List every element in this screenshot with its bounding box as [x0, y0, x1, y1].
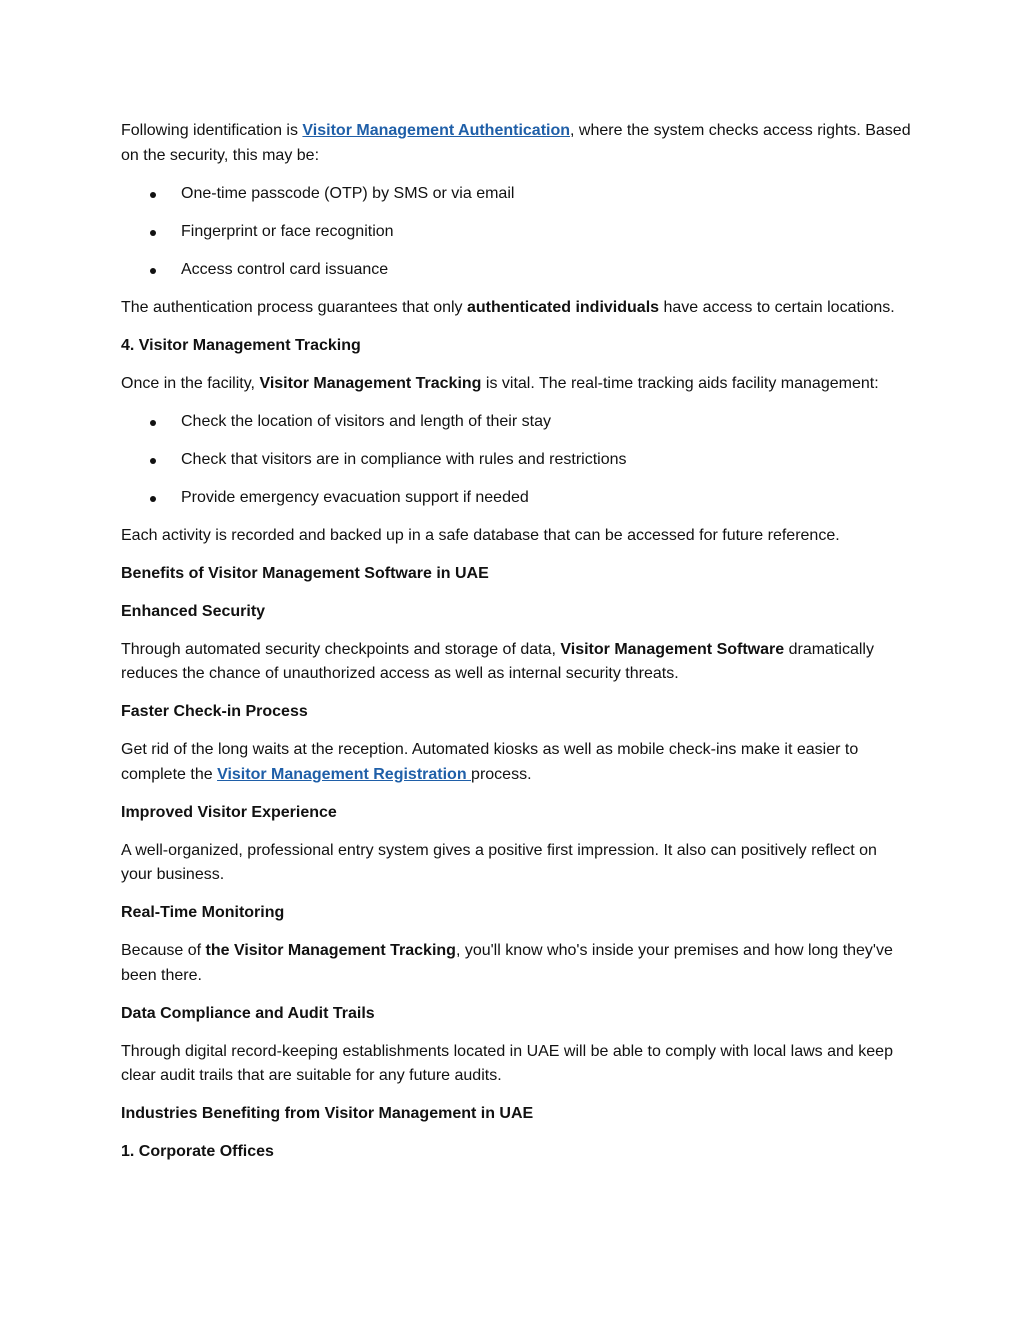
auth-summary-paragraph: The authentication process guarantees that only authenticated individuals have access to certain locations.: [121, 298, 895, 316]
list-item: Check the location of visitors and length of their stay: [121, 410, 911, 435]
security-heading: Enhanced Security: [121, 602, 266, 620]
visitor-management-registration-link[interactable]: Visitor Management Registration: [217, 765, 472, 783]
tracking-heading: 4. Visitor Management Tracking: [121, 336, 361, 354]
monitoring-emphasis: the Visitor Management Tracking: [205, 942, 456, 959]
tracking-summary-paragraph: Each activity is recorded and backed up in a safe database that can be accessed for future reference.: [121, 526, 840, 544]
checkin-paragraph: Get rid of the long waits at the reception. Automated kiosks as well as mobile check-ins make it easier to complete the Visitor Management Registration process.: [121, 741, 859, 783]
visitor-management-authentication-link[interactable]: Visitor Management Authentication: [302, 122, 571, 139]
bullet-icon: [150, 420, 156, 426]
auth-methods-list: [121, 182, 911, 283]
corporate-offices-heading: 1. Corporate Offices: [121, 1143, 274, 1160]
experience-paragraph: A well-organized, professional entry system gives a positive first impression. It also can positively reflect on your business.: [121, 841, 877, 883]
bullet-icon: [150, 496, 156, 502]
list-item: Fingerprint or face recognition: [121, 220, 911, 245]
auth-paragraph: [121, 119, 911, 168]
monitoring-paragraph: Because of the Visitor Management Tracking, you'll know who's inside your premises and how long they've been there.: [121, 942, 893, 984]
tracking-list: [121, 410, 911, 511]
bullet-icon: [150, 230, 156, 236]
bullet-icon: [150, 458, 156, 464]
checkin-heading: Faster Check-in Process: [121, 703, 308, 720]
compliance-paragraph: Through digital record-keeping establishments located in UAE will be able to comply with local laws and keep clear audit trails that are suitable for any future audits.: [121, 1042, 893, 1084]
list-item: Access control card issuance: [121, 258, 911, 283]
list-item: One-time passcode (OTP) by SMS or via email: [121, 182, 911, 207]
list-item: Provide emergency evacuation support if needed: [121, 486, 911, 511]
auth-paragraph-post: , where the system checks access rights. Based on the security, this may be:: [121, 122, 911, 164]
tracking-emphasis: Visitor Management Tracking: [259, 374, 482, 392]
list-item: Check that visitors are in compliance with rules and restrictions: [121, 448, 911, 473]
auth-paragraph-pre: Following identification is: [121, 122, 303, 139]
compliance-heading: Data Compliance and Audit Trails: [121, 1004, 375, 1022]
experience-heading: Improved Visitor Experience: [121, 803, 337, 821]
monitoring-heading: Real-Time Monitoring: [121, 904, 285, 921]
tracking-paragraph: Once in the facility, Visitor Management Tracking is vital. The real-time tracking aids facility management:: [121, 374, 879, 392]
document-page: [121, 119, 911, 1178]
authenticated-individuals-emphasis: authenticated individuals: [467, 298, 660, 316]
industries-heading: Industries Benefiting from Visitor Management in UAE: [121, 1105, 534, 1122]
software-emphasis: Visitor Management Software: [560, 640, 785, 658]
bullet-icon: [150, 268, 156, 274]
benefits-heading: Benefits of Visitor Management Software in UAE: [121, 564, 489, 582]
bullet-icon: [150, 192, 156, 198]
security-paragraph: Through automated security checkpoints and storage of data, Visitor Management Software dramatically reduces the chance of unauthorized access as well as internal security threats.: [121, 640, 874, 682]
